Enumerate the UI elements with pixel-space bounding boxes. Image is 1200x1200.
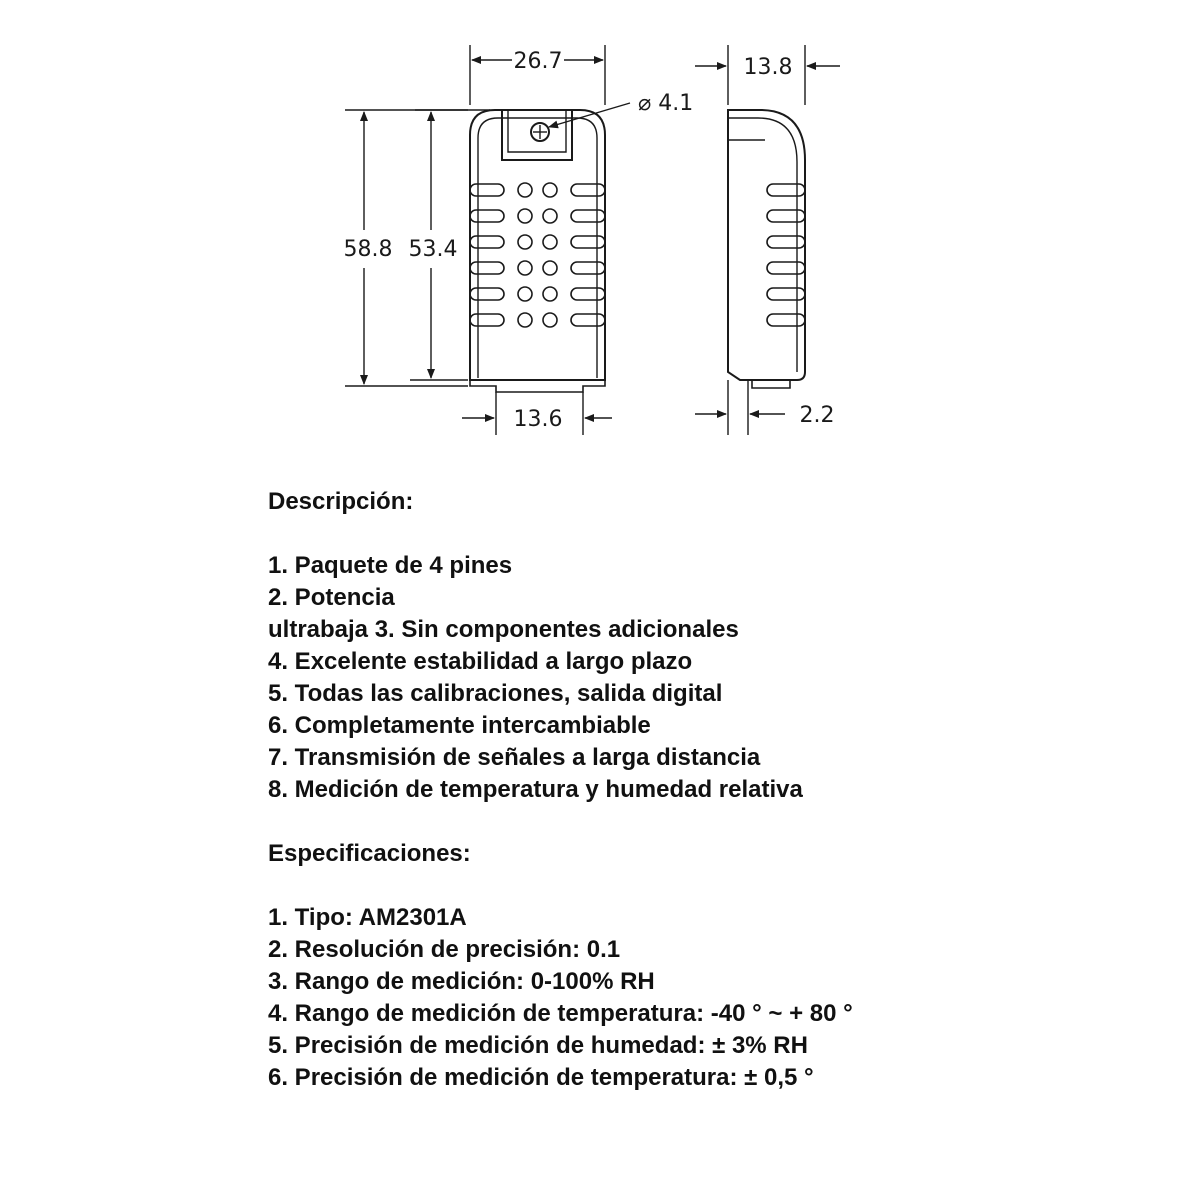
vent-slot bbox=[571, 236, 605, 248]
vent-hole bbox=[518, 287, 532, 301]
vent-hole bbox=[543, 313, 557, 327]
list-item: 5. Todas las calibraciones, salida digital bbox=[268, 680, 723, 707]
specifications-list bbox=[268, 902, 1168, 1094]
side-bottom-step bbox=[752, 380, 790, 388]
description-heading: Descripción: bbox=[268, 488, 414, 515]
side-view bbox=[728, 110, 805, 388]
list-item: 5. Precisión de medición de humedad: ± 3% RH bbox=[268, 1032, 808, 1059]
text-block bbox=[268, 486, 1168, 1094]
side-vents bbox=[767, 184, 805, 326]
front-view bbox=[470, 110, 605, 392]
list-item: 1. Tipo: AM2301A bbox=[268, 904, 467, 931]
front-body-outline bbox=[470, 110, 605, 380]
vent-slot bbox=[571, 210, 605, 222]
side-body-outline bbox=[728, 110, 805, 380]
side-vent-slot bbox=[767, 210, 805, 222]
vent-hole bbox=[543, 287, 557, 301]
vent-slot bbox=[470, 236, 504, 248]
dim-height-body-label: 53.4 bbox=[408, 237, 458, 262]
list-item: 6. Completamente intercambiable bbox=[268, 712, 651, 739]
vent-hole bbox=[543, 209, 557, 223]
list-item: ultrabaja 3. Sin componentes adicionales bbox=[268, 616, 739, 643]
dimension-drawing bbox=[0, 0, 1200, 460]
vent-hole bbox=[543, 235, 557, 249]
mount-tab-inner bbox=[508, 110, 566, 152]
list-item: 6. Precisión de medición de temperatura: ± 0,5 ° bbox=[268, 1064, 814, 1091]
dim-width-label: 26.7 bbox=[513, 49, 563, 74]
vent-hole bbox=[518, 209, 532, 223]
list-item: 1. Paquete de 4 pines bbox=[268, 552, 513, 579]
vent-slot bbox=[571, 288, 605, 300]
list-item: 2. Potencia bbox=[268, 584, 395, 611]
description-list bbox=[268, 550, 1168, 806]
side-vent-slot bbox=[767, 184, 805, 196]
dim-depth-label: 13.8 bbox=[743, 55, 793, 80]
front-base bbox=[470, 380, 605, 392]
side-body-inner-edge bbox=[728, 118, 797, 372]
list-item: 4. Rango de medición de temperatura: -40 ° ~ + 80 ° bbox=[268, 1000, 853, 1027]
vent-hole bbox=[518, 235, 532, 249]
list-item: 7. Transmisión de señales a larga distancia bbox=[268, 744, 761, 771]
specifications-heading: Especificaciones: bbox=[268, 840, 471, 867]
vent-slot bbox=[571, 262, 605, 274]
dim-hole-leader bbox=[549, 103, 630, 127]
side-vent-slot bbox=[767, 288, 805, 300]
list-item: 3. Rango de medición: 0-100% RH bbox=[268, 968, 655, 995]
vent-slot bbox=[470, 210, 504, 222]
vent-hole bbox=[543, 183, 557, 197]
vent-hole bbox=[518, 261, 532, 275]
vent-slot bbox=[470, 262, 504, 274]
dim-height-total-label: 58.8 bbox=[343, 237, 393, 262]
side-vent-slot bbox=[767, 262, 805, 274]
vent-slot bbox=[470, 184, 504, 196]
vent-hole bbox=[543, 261, 557, 275]
dim-pin-offset-label: 2.2 bbox=[799, 403, 835, 428]
dim-hole-label: ⌀ 4.1 bbox=[638, 91, 694, 116]
list-item: 2. Resolución de precisión: 0.1 bbox=[268, 936, 621, 963]
vent-grid bbox=[470, 183, 605, 327]
vent-hole bbox=[518, 313, 532, 327]
vent-slot bbox=[571, 314, 605, 326]
dim-pin-span-label: 13.6 bbox=[513, 407, 563, 432]
list-item: 8. Medición de temperatura y humedad relativa bbox=[268, 776, 803, 803]
side-vent-slot bbox=[767, 314, 805, 326]
vent-hole bbox=[518, 183, 532, 197]
vent-slot bbox=[470, 288, 504, 300]
side-vent-slot bbox=[767, 236, 805, 248]
vent-slot bbox=[470, 314, 504, 326]
list-item: 4. Excelente estabilidad a largo plazo bbox=[268, 648, 693, 675]
vent-slot bbox=[571, 184, 605, 196]
